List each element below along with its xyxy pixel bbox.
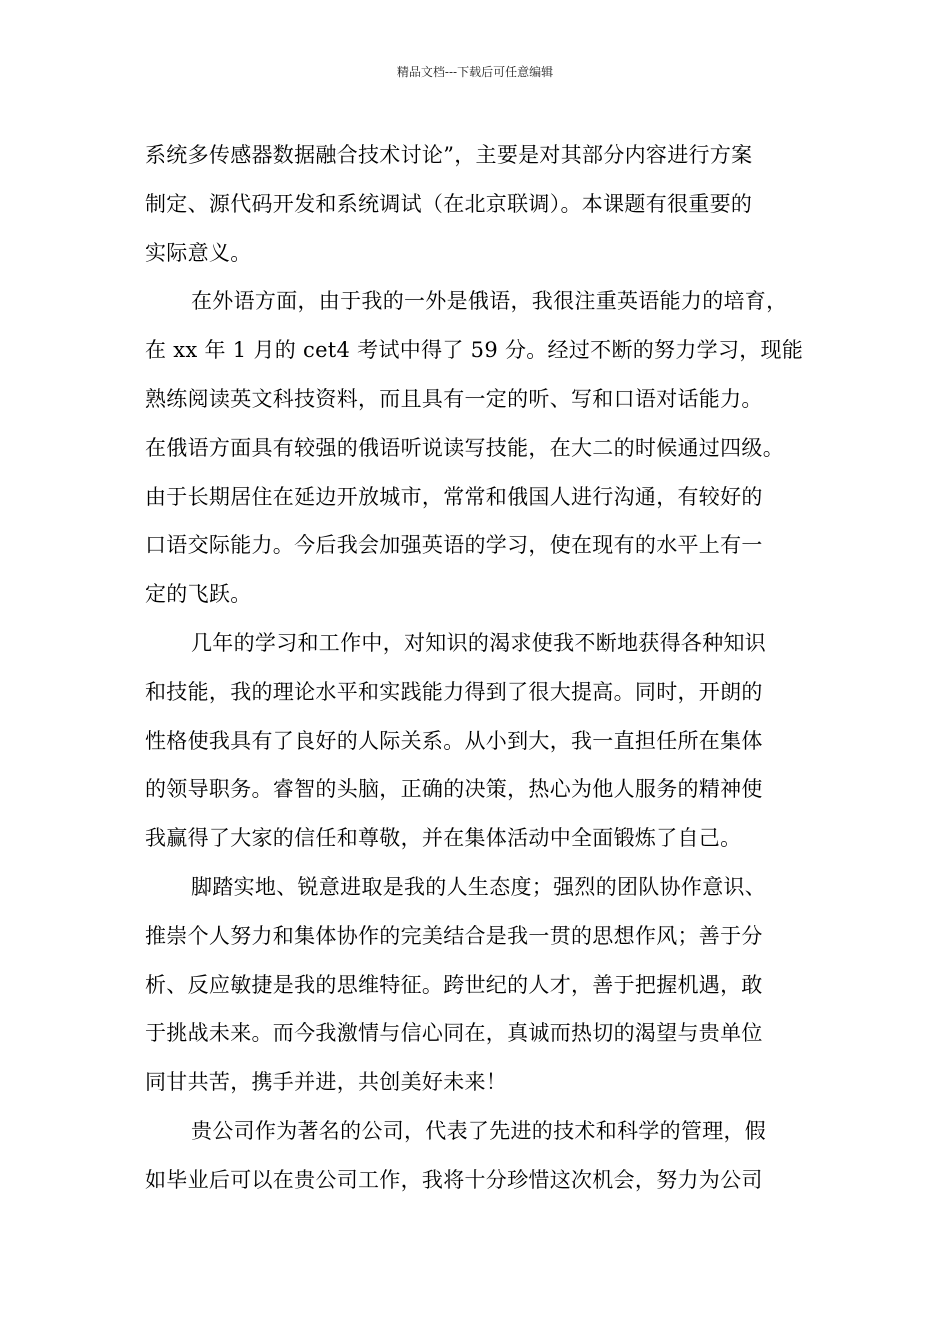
text-line: 我赢得了大家的信任和尊敬，并在集体活动中全面锻炼了自己。 [145,826,742,851]
text-line: 定的飞跃。 [145,582,252,607]
text-line: 制定、源代码开发和系统调试（在北京联调）。本课题有很重要的 [145,191,753,216]
text-line: 析、反应敏捷是我的思维特征。跨世纪的人才，善于把握机遇，敢 [145,972,763,997]
page-header: 精品文档---下载后可任意编辑 [396,65,554,79]
text-line: 口语交际能力。今后我会加强英语的学习，使在现有的水平上有一 [145,533,763,558]
paragraph-first-line: 在外语方面，由于我的一外是俄语，我很注重英语能力的培育， [191,289,788,314]
text-line: 在俄语方面具有较强的俄语听说读写技能，在大二的时候通过四级。 [145,435,784,460]
text-line: 如毕业后可以在贵公司工作，我将十分珍惜这次机会，努力为公司 [145,1167,763,1192]
text-line: 实际意义。 [145,240,252,265]
paragraph-first-line: 贵公司作为著名的公司，代表了先进的技术和科学的管理，假 [191,1118,767,1143]
text-line: 由于长期居住在延边开放城市，常常和俄国人进行沟通，有较好的 [145,484,763,509]
document-body [145,131,825,1205]
text-line: 和技能，我的理论水平和实践能力得到了很大提高。同时，开朗的 [145,679,763,704]
text-line: 于挑战未来。而今我激情与信心同在，真诚而热切的渴望与贵单位 [145,1021,763,1046]
paragraph-first-line: 几年的学习和工作中，对知识的渴求使我不断地获得各种知识 [191,630,767,655]
text-line: 性格使我具有了良好的人际关系。从小到大，我一直担任所在集体 [145,728,763,753]
text-line: 系统多传感器数据融合技术讨论”，主要是对其部分内容进行方案 [145,143,753,167]
text-line: 同甘共苦，携手并进，共创美好未来！ [145,1070,508,1095]
text-line: 的领导职务。睿智的头脑，正确的决策，热心为他人服务的精神使 [145,777,763,802]
paragraph-first-line: 脚踏实地、锐意进取是我的人生态度；强烈的团队协作意识、 [191,874,767,899]
text-line: 在 xx 年 1 月的 cet4 考试中得了 59 分。经过不断的努力学习，现能 [145,338,804,363]
text-line: 推崇个人努力和集体协作的完美结合是我一贯的思想作风；善于分 [145,923,763,948]
text-line: 熟练阅读英文科技资料，而且具有一定的听、写和口语对话能力。 [145,386,763,411]
